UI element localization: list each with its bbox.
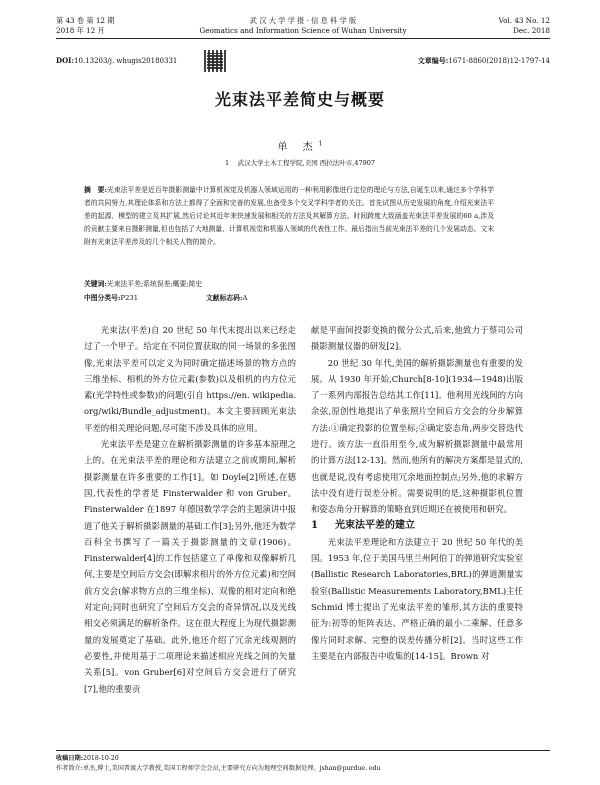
paragraph: 光束法平差是建立在解析摄影测量的许多基本原理之上的。在光束法平差的理论和方法建立之前或期间,解析摄影测量在许多重要的工作[1]。如 Doyle[2]所述,在德国,代表性的学者是 Finsterwalder 和 von Gruber。Finsterwalder 在1897 年德国数学学会的主题演讲中报道了他关于解析摄影测量的基础工作[3];另外,他还为数学百科全书撰写了一篇关于摄影测量的文章(1906)。Finsterwalder[4]的工作包括建立了单像和双像解析几何,主要是空间后方交会(即解求相片的外方位元素)和空间前方交会(解求物方点的三维坐标)、双像的相对定向和绝对定向;同时也研究了空间后方交会的奇异情况,以及光线相交必须满足的解析条件。这在很大程度上为现代摄影测量的发展奠定了基础。此外,他还介绍了冗余光线观测的必要性,并使用基于二项理论来描述相应光线之间的矢量关系[5]。von Gruber[6]对空间后方交会进行了研究[7],他的重要贡: [84, 439, 296, 694]
keywords: 关键词:光束法平差;系统误差;概要;简史: [84, 280, 203, 288]
paragraph: 光束法平差理论和方法建立于 20 世纪 50 年代的美国。1953 年,位于美国马里兰州阿伯丁的弹道研究实验室(Ballistic Research Laboratories,BRL)的弹道测量实验室(Ballistic Measurements Laboratory,BML)主任 Schmid 博士提出了光束法平差的雏形,其方法的重要特征为:初等的矩阵表达、严格正确的最小二乘解、任意多像片同时求解、完整的误差传播分析[2]。当时这些工作主要是在内部报告中收集的[14-15]。Brown 对: [311, 536, 523, 661]
classification: [84, 292, 494, 302]
header-issue: Vol. 43 No. 12 Dec. 2018: [498, 16, 550, 35]
clc-number: 中图分类号:P231: [84, 294, 139, 302]
paragraph: 20 世纪 30 年代,美国的解析摄影测量也有重要的发展。从 1930 年开始,Church[8-10](1934—1948)出版了一系列内部报告总结其工作[11]。他利用光线间的方向余弦,原创性地提出了单张照片空间后方交会的分步解算方法:①确定投影的位置坐标;②确定姿态角,两步交替迭代进行。该方法一直沿用至今,成为解析摄影测量中最常用的计算方法[12-13]。然而,他所有的解决方案都是显式的,也就是说,没有考虑使用冗余地面控制点;另外,他的求解方法中没有进行误差分析。需要说明的是,这种摄影机位置和姿态角分开解算的策略直到近期还在被使用和研究。: [311, 357, 523, 515]
footnote: [56, 750, 550, 774]
section-heading: 1 光束法平差的建立: [311, 519, 415, 531]
body-column-left: [84, 322, 296, 697]
paragraph: 光束法(平差)自 20 世纪 50 年代末提出以来已经走过了一个甲子。给定在不同位置获取的同一场景的多张图像,光束法平差可以定义为同时确定描述场景的物方点的三维坐标、相机的外方位元素(参数)以及相机的内方位元素(光学特性或参数)的问题(引自 https://en. wikipedia. org/wiki/Bundle_adjustment)。本文主要回顾光束法平差的相关理论问题,尽可能不涉及具体的应用。: [84, 325, 296, 433]
author: 单 杰$^1$: [277, 140, 323, 153]
affiliation: 1 武汉大学土木工程学院,美国 西拉法叶市,47907: [224, 159, 376, 167]
header-journal: 武 汉 大 学 学 报 · 信 息 科 学 版 Geomatics and Information Science of Wuhan University: [199, 16, 407, 35]
qr-code-icon: [204, 50, 226, 72]
abstract: 摘 要:光束法平差是近百年摄影测量中计算机视觉及机器人领域运用的一种利用影像进行定位的理论与方法,自诞生以来,通过多个学科学者的共同努力,其理论体系和方法上都得了全面和完善的发展,也备受多个交叉学科学者的关注。首先试图从历史发展的角度,介绍光束法平差的起源、模型的建立及其扩展,然后讨论其近年来快速发展和相关的方法及其解算方法。时间跨度大致涵盖光束法平差发展的60 a,涉及的贡献主要来自摄影测量,但也包括了大地测量、计算机视觉和机器人领域的代表性工作。最后指出当前光束法平差的几个发展动态。文末附有光束法平差涉及的几个相关人物的简介。: [84, 186, 494, 246]
body-column-right: [311, 322, 523, 664]
document-code: 文献标志码:A: [206, 294, 248, 302]
paper-title: 光束法平差简史与概要: [214, 90, 385, 109]
header-volume: 第 43 卷 第 12 期 2018 年 12 月: [56, 16, 115, 35]
author-info: 作者简介:单杰,博士,美国普渡大学教授,美国工程师学会会员,主要研究方向为地理空间数据处理。jshan@purdue. edu: [56, 765, 381, 772]
header-rule: [56, 38, 550, 39]
received-date: 收稿日期:2018-10-20: [56, 755, 119, 762]
article-number: 文章编号:1671-8860(2018)12-1797-14: [417, 56, 550, 65]
paragraph: 献是平面间投影变换的微分公式,后来,他致力于蔡司公司摄影测量仪器的研发[2]。: [311, 325, 523, 352]
doi: DOI:10.13203/j. whugis20180331: [56, 56, 178, 65]
